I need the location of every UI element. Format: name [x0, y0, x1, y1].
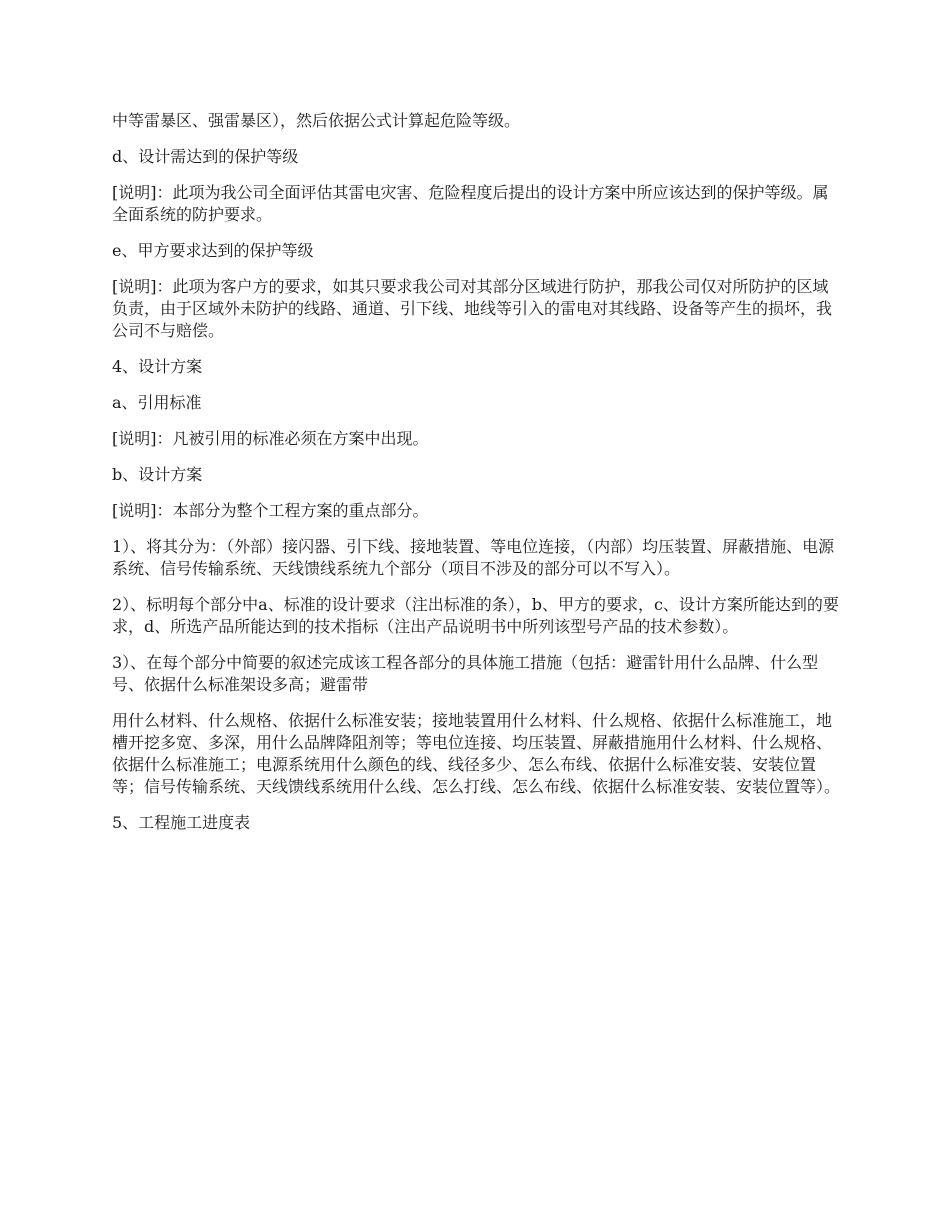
- list-item-2: 2）、标明每个部分中a、标准的设计要求（注出标准的条），b、甲方的要求，c、设计方案所能达到的要求，d、所选产品所能达到的技术指标（注出产品说明书中所列该型号产品的技术参数）。: [112, 595, 839, 636]
- paragraph-note-design-scheme: [说明]：本部分为整个工程方案的重点部分。: [112, 501, 429, 520]
- paragraph-continuation: 中等雷暴区、强雷暴区），然后依据公式计算起危险等级。: [112, 111, 521, 130]
- paragraph-note-cited-standards: [说明]：凡被引用的标准必须在方案中出现。: [112, 429, 429, 448]
- heading-design-plan: 4、设计方案: [112, 357, 203, 376]
- list-item-1: 1）、将其分为：（外部）接闪器、引下线、接地装置、等电位连接，（内部）均压装置、屏蔽措施、电源系统、信号传输系统、天线馈线系统九个部分（项目不涉及的部分可以不写入）。: [112, 537, 835, 578]
- heading-client-required-level: e、甲方要求达到的保护等级: [112, 241, 314, 260]
- paragraph-note-client-level: [说明]：此项为客户方的要求，如其只要求我公司对其部分区域进行防护，那我公司仅对所防护的区域负责，由于区域外未防护的线路、通道、引下线、地线等引入的雷电对其线路、设备等产生的损坏，我公司不与赔偿。: [112, 277, 833, 340]
- paragraph-note-design-level: [说明]：此项为我公司全面评估其雷电灾害、危险程度后提出的设计方案中所应该达到的保护等级。属全面系统的防护要求。: [112, 183, 829, 224]
- heading-design-scheme: b、设计方案: [112, 465, 203, 484]
- list-item-3: 3）、在每个部分中简要的叙述完成该工程各部分的具体施工措施（包括：避雷针用什么品牌、什么型号、依据什么标准架设多高；避雷带: [112, 653, 819, 694]
- document-page: [112, 110, 842, 848]
- heading-cited-standards: a、引用标准: [112, 393, 202, 412]
- heading-protection-level-design: d、设计需达到的保护等级: [112, 147, 299, 166]
- heading-construction-schedule: 5、工程施工进度表: [112, 813, 251, 832]
- list-item-3-continued: 用什么材料、什么规格、依据什么标准安装；接地装置用什么材料、什么规格、依据什么标准施工，地槽开挖多宽、多深，用什么品牌降阻剂等；等电位连接、均压装置、屏蔽措施用什么材料、什么规格、依据什么标准施工；电源系统用什么颜色的线、线径多少、怎么布线、依据什么标准安装、安装位置等；信号传输系统、天线馈线系统用什么线、怎么打线、怎么布线、依据什么标准安装、安装位置等）。: [112, 711, 841, 796]
